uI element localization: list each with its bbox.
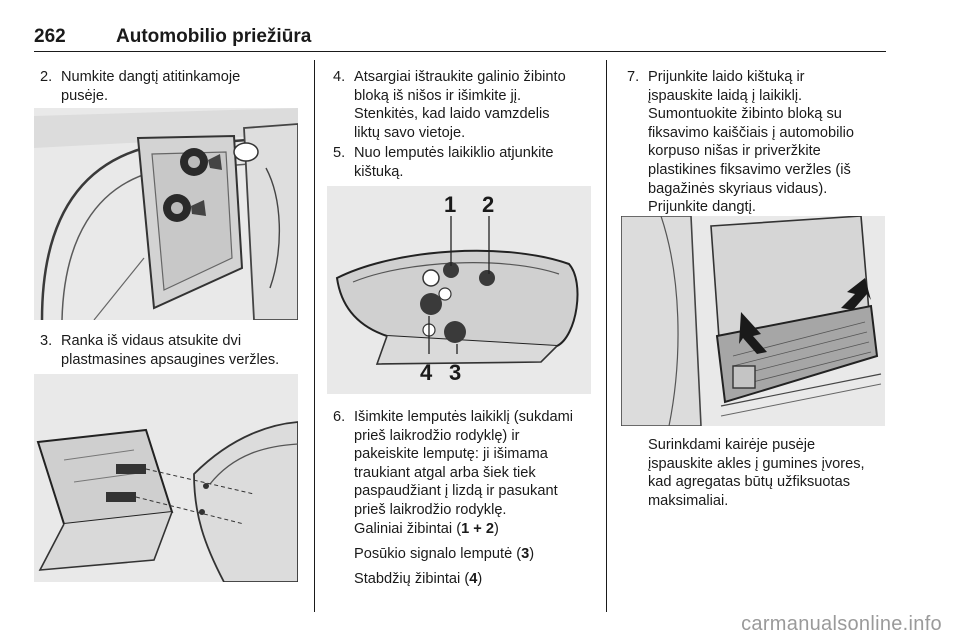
step-6-line-5: paspaudžiant į lizdą ir pasukant xyxy=(354,483,558,500)
legend-tail-text: Galiniai žibintai ( xyxy=(354,521,462,537)
step-5-line-2: kištuką. xyxy=(354,163,404,180)
legend-turn-signal xyxy=(354,545,534,564)
step-7-line-5: korpuso nišas ir priveržkite xyxy=(648,143,821,160)
footer-watermark: carmanualsonline.info xyxy=(741,613,942,635)
step-number: 3. xyxy=(40,333,53,349)
figure-label-4: 4 xyxy=(420,360,433,385)
step-4-line-2: bloką iš nišos ir išimkite jį. xyxy=(354,87,522,104)
legend-brake-text: Stabdžių žibintai ( xyxy=(354,571,470,587)
step-2-line-1: Numkite dangtį atitinkamoje xyxy=(61,69,241,85)
figure-label-2: 2 xyxy=(482,192,495,217)
column-divider-1 xyxy=(314,60,315,612)
step-7-line-6: plastikines fiksavimo veržles (iš xyxy=(648,161,851,178)
legend-turn-number: 3 xyxy=(521,546,530,562)
legend-turn-close: ) xyxy=(529,546,535,562)
step-7-line-2: įspauskite laidą į laikiklį. xyxy=(648,87,803,104)
step-6-line-1: Išimkite lemputės laikiklį (sukdami xyxy=(354,409,573,425)
step-7-line-7: bagažinės skyriaus vidaus). xyxy=(648,180,828,197)
legend-tail-close: ) xyxy=(493,521,499,537)
step-3-line-2: plastmasines apsaugines veržles. xyxy=(61,351,280,368)
step-7-line-8: Prijunkite dangtį. xyxy=(648,199,756,216)
assembly-note-line-3: kad agregatas būtų užfiksuotas xyxy=(648,474,851,491)
legend-tail-numbers: 1 + 2 xyxy=(461,521,494,537)
assembly-note-line-2: įspauskite akles į gumines įvores, xyxy=(648,455,865,472)
figure-label-3: 3 xyxy=(449,360,462,385)
legend-brake-number: 4 xyxy=(469,571,478,587)
figure-label-1: 1 xyxy=(444,192,457,217)
step-number: 2. xyxy=(40,69,53,85)
column-divider-2 xyxy=(606,60,607,612)
step-number: 5. xyxy=(333,145,346,161)
figure-remove-nuts xyxy=(34,374,298,582)
step-5-line-1: Nuo lemputės laikiklio atjunkite xyxy=(354,145,554,161)
step-4-line-3: Stenkitės, kad laido vamzdelis xyxy=(354,106,550,123)
step-2-line-2: pusėje. xyxy=(61,87,109,104)
header-rule xyxy=(34,51,886,52)
assembly-note-line-1: Surinkdami kairėje pusėje xyxy=(648,437,816,453)
step-number: 7. xyxy=(627,69,640,85)
legend-tail-lights xyxy=(354,520,499,539)
page-number: 262 xyxy=(34,26,66,47)
assembly-note xyxy=(648,436,865,510)
step-7-line-1: Prijunkite laido kištuką ir xyxy=(648,69,805,85)
step-4-line-4: liktų savo vietoje. xyxy=(354,124,466,141)
figure-reassembly xyxy=(621,216,885,426)
page-header xyxy=(34,24,886,54)
step-4-line-1: Atsargiai ištraukite galinio žibinto xyxy=(354,69,566,85)
figure-cover-removal xyxy=(34,108,298,320)
step-6-line-3: pakeiskite lemputę: ji išimama xyxy=(354,446,548,463)
step-7-line-4: fiksavimo kaiščiais į automobilio xyxy=(648,124,855,141)
figure-bulb-holders xyxy=(327,186,591,394)
step-number: 4. xyxy=(333,69,346,85)
step-number: 6. xyxy=(333,409,346,425)
step-7-line-3: Sumontuokite žibinto bloką su xyxy=(648,106,842,123)
page-title: Automobilio priežiūra xyxy=(116,26,312,47)
legend-brake-close: ) xyxy=(477,571,483,587)
legend-brake-lights xyxy=(354,570,482,589)
step-6-line-6: prieš laikrodžio rodyklę. xyxy=(354,501,507,518)
assembly-note-line-4: maksimaliai. xyxy=(648,492,729,509)
step-3-line-1: Ranka iš vidaus atsukite dvi xyxy=(61,333,242,349)
legend-turn-text: Posūkio signalo lemputė ( xyxy=(354,546,522,562)
step-6-line-4: traukiant atgal arba šiek tiek xyxy=(354,464,536,481)
step-6-line-2: prieš laikrodžio rodyklę) ir xyxy=(354,427,520,444)
